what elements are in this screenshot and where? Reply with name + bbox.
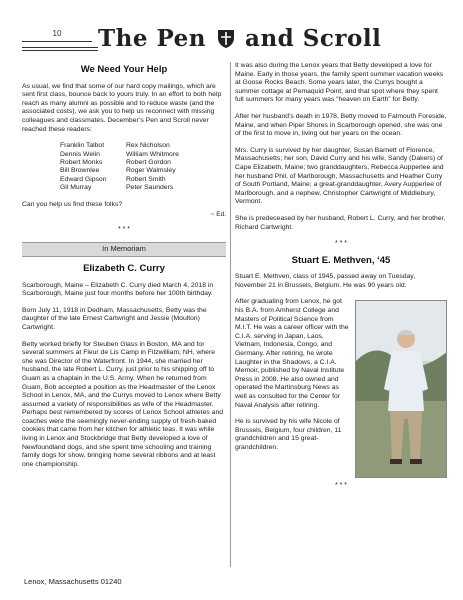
methven-paragraph-1: Stuart E. Methven, class of 1945, passed away on Tuesday, November 21 in Brussels, Belgium. He was 90 years old. [235,273,416,289]
left-column [22,62,226,477]
masthead-title-left: The Pen [98,25,207,52]
curry-title: Elizabeth C. Curry [83,262,165,274]
methven-photo [355,300,447,478]
list-item: Dennis Welin [60,150,100,158]
names-column-2 [126,142,192,192]
list-item: Robert Gordon [126,158,171,166]
crest-icon [217,28,235,48]
footer-address: Lenox, Massachusetts 01240 [24,577,122,586]
list-item: Roger Walmsley [126,167,176,175]
list-item: Gil Murray [60,184,92,192]
editor-signature: ~ Ed. [210,211,226,219]
list-item: Rex Nicholson [126,142,170,150]
list-item: Robert Monks [60,158,103,166]
page-number-rule [22,41,92,42]
masthead-title [98,25,447,52]
curry-paragraph-5: After her husband’s death in 1978, Betty moved to Falmouth Foreside, Maine, and when Piper Shores in Scarborough opened, she was one of the first to move in, living out her years on the ocean. [235,112,447,138]
page-number: 10 [52,29,62,38]
help-paragraph: As usual, we find that some of our hard copy mailings, which are sent first class, bounce back to yours truly. In an effort to both help reach as many alumni as possible and to reduce waste (and the associated costs), we ask you to help us reconnect with missing colleagues and classmates. December’s Pen and Scroll never reached these readers: [22,82,222,133]
section-separator: * * * [334,482,348,490]
list-item: William Whitmore [126,150,179,158]
curry-paragraph-2: Born July 11, 1918 in Dedham, Massachusetts, Betty was the daughter of the late Ernest Cartwright and Jessie (Moulton) Cartwright. [22,306,207,331]
list-item: Robert Smith [126,175,166,183]
header-rule-top [22,47,98,48]
column-divider [230,62,231,567]
help-title: We Need Your Help [80,64,168,75]
list-item: Bill Brownlee [60,167,100,175]
masthead-title-right: and Scroll [245,25,382,52]
curry-paragraph-3: Betty worked briefly for Steuben Glass in Boston, MA and for several summers at Fleur de Lis Camp in Fitzwilliam, NH, where she was Director of the Waterfront. In 1944, she married her husband, the late Robert L. Curry, just prior to his shipping off to Guam as a chaplain in the U.S. Army. When he returned from Guam, Bob accepted a position as the Headmaster of the Lenox School in Lenox, MA, and the Currys moved to Lenox where Betty assumed a variety of responsibilities as wife of the Headmaster. Perhaps best remembered by scores of Lenox School athletes and coaches were the seemingly never-ending supply of fresh-baked cookies that came from her kitchen for athletic teas. It was while living in Lenox and Stockbridge that Betty developed a love of Newfoundland dogs, and she spent time schooling and training family dogs for show, bringing home several ribbons and at least one championship. [22,340,224,468]
methven-paragraph-3: He is survived by his wife Nicole of Brussels, Belgium, four children, 11 grandchildren and 15 great-grandchildren. [235,418,342,451]
methven-paragraph-2: After graduating from Lenox, he got his B.A. from Amherst College and Masters of Political Science from M.I.T. He was a career officer with the C.I.A. serving in Japan, Laos, Vietnam, Indonesia, Congo, and Germany. After retiring, he wrote Laughter in the Shadows, a C.I.A. Memoir, published by Naval Institute Press in 2008. He also owned and operated the Martinsburg News as well as consulted for the Center for Naval Analysis after retiring. [235,298,349,409]
portrait-image [355,300,447,478]
names-column-1 [60,142,126,192]
help-question: Can you help us find these folks? [22,200,123,208]
list-item: Peter Saunders [126,184,174,192]
masthead-header [22,25,447,55]
missing-readers-list [60,142,226,192]
list-item: Edward Gipson [60,175,107,183]
in-memoriam-banner: In Memoriam [22,242,226,257]
section-separator: * * * [334,240,348,248]
curry-paragraph-4: It was also during the Lenox years that Betty developed a love for Maine. Early in those years, the family spent summer vacation weeks at Goose Rocks Beach. Some years later, the Currys bought a summer cottage at Pemaquid Point, and that spot where they spent full summers for many years was “heaven on Earth” for Betty. [235,62,444,104]
list-item: Franklin Talbot [60,142,105,150]
methven-title: Stuart E. Methven, ‘45 [291,254,391,266]
curry-paragraph-6: Mrs. Curry is survived by her daughter, Susan Barnett of Florence, Massachusetts; her son, David Curry and his wife, Sandy (Dakers) of Cape Elizabeth, Maine; two granddaughters, Rebecca Aupperlee and her husband Phil, of Marlborough, Massachusetts and Heather Curry of South Portland, Maine; a great-granddaughter, Avery Aupperlee of Marlborough, and a nephew, Christopher Cartwright of Middlebury, Vermont. [235,146,444,206]
curry-paragraph-1: Scarborough, Maine – Elizabeth C. Curry died March 4, 2018 in Scarborough, Maine just four months before her 100th birthday. [22,281,214,298]
curry-paragraph-7: She is predeceased by her husband, Robert L. Curry, and her brother, Richard Cartwright. [235,214,446,231]
header-rule-bottom [22,50,98,51]
right-column [235,62,447,499]
section-separator: * * * [117,225,131,233]
